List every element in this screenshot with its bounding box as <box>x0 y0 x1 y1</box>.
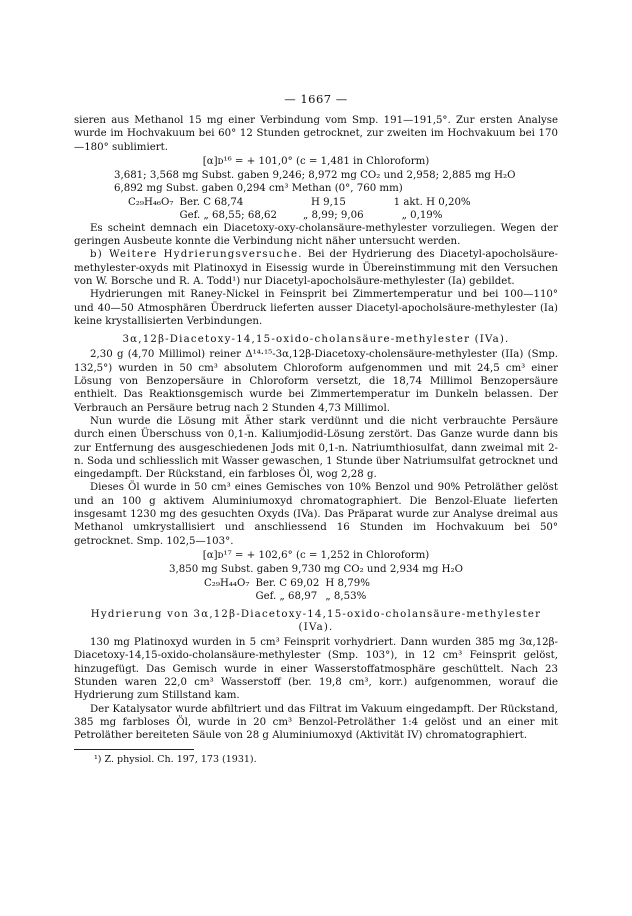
paragraph-8: 130 mg Platinoxyd wurden in 5 cm³ Feinsprit vorhydriert. Dann wurden 385 mg 3α,12β-Diacetoxy-14,15-oxido-cholansäure-methylester (Smp. 103°), in 12 cm³ Feinsprit gelöst, hinzugefügt. Das Gemisch wurde in einer Wasserstoffatmosphäre geschüttelt. Nach 23 Stunden waren 22,0 cm³ Wasserstoff (ber. 19,8 cm³, korr.) aufgenommen, worauf die Hydrierung zum Stillstand kam. <box>74 637 558 702</box>
analysis-found-c: Gef. „ 68,55; 68,62 <box>179 209 278 221</box>
paragraph-3-body: Bei der Hydrierung des Diacetyl-apocholsäure-methylester-oxyds mit Platinoxyd in Eisessig wurde in Übereinstimmung mit den Versuchen von W. Borsche und R. A. Todd¹) nur Diacetyl-apocholsäure-methylester (Ia) gebildet. <box>74 249 558 287</box>
optical-rotation-2: [α]ᴅ¹⁷ = + 102,6° (c = 1,252 in Chloroform) <box>202 549 430 561</box>
footnote: ¹) Z. physiol. Ch. 197, 173 (1931). <box>94 754 257 766</box>
paragraph-5: 2,30 g (4,70 Millimol) reiner Δ¹⁴·¹⁵-3α,12β-Diacetoxy-cholensäure-methylester (IIa) (Smp. 132,5°) wurden in 50 cm³ absolutem Chloroform aufgenommen und mit 24,5 cm³ einer Lösung von Benzopersäure in Chloroform versetzt, die 18,74 Millimol Benzopersäure enthielt. Das Reaktionsgemisch wurde bei Zimmertemperatur im Dunkeln belassen. Der Verbrauch an Persäure betrug nach 2 Stunden 4,73 Millimol. <box>74 349 558 414</box>
analysis-calc-c: Ber. C 68,74 <box>179 196 244 208</box>
analysis-table-2 <box>204 577 376 603</box>
section-title-2: Hydrierung von 3α,12β-Diacetoxy-14,15-oxido-cholansäure-methylester (IVa). <box>90 608 542 633</box>
analysis2-formula: C₂₉H₄₄O₇ <box>204 577 250 589</box>
paragraph-3 <box>74 248 558 288</box>
paragraph-1: sieren aus Methanol 15 mg einer Verbindung vom Smp. 191—191,5°. Zur ersten Analyse wurde im Hochvakuum bei 60° 12 Stunden getrocknet, zur zweiten im Hochvakuum bei 170—180° sublimiert. <box>74 115 558 153</box>
analysis-calc-h: H 9,15 <box>311 196 346 208</box>
analysis-table-1 <box>128 196 477 222</box>
analysis2-found-c: Gef. „ 68,97 <box>255 590 318 602</box>
analysis2-calc-h: H 8,79% <box>325 577 370 589</box>
paragraph-4: Hydrierungen mit Raney-Nickel in Feinsprit bei Zimmertemperatur und bei 100—110° und 40—50 Atmosphären Überdruck lieferten ausser Diacetyl-apocholsäure-methylester (Ia) keine krystallisierten Verbindungen. <box>74 289 558 327</box>
optical-rotation-1: [α]ᴅ¹⁶ = + 101,0° (c = 1,481 in Chloroform) <box>202 155 430 167</box>
analysis-calc-active-h: 1 akt. H 0,20% <box>393 196 471 208</box>
section-heading-b: b) Weitere Hydrierungsversuche. <box>90 249 303 261</box>
paragraph-6: Nun wurde die Lösung mit Äther stark verdünnt und die nicht verbrauchte Persäure durch einen Überschuss von 0,1-n. Kaliumjodid-Lösung zerstört. Das Ganze wurde dann bis zur Entfernung des ausgeschiedenen Jods mit 0,1-n. Natriumthiosulfat, dann zweimal mit 2-n. Soda und schliesslich mit Wasser gewaschen, 1 Stunde über Natriumsulfat getrocknet und eingedampft. Der Rückstand, ein farbloses Öl, wog 2,28 g. <box>74 415 558 481</box>
analysis2-calc-c: Ber. C 69,02 <box>255 577 320 589</box>
paragraph-2: Es scheint demnach ein Diacetoxy-oxy-cholansäure-methylester vorzuliegen. Wegen der geringen Ausbeute konnte die Verbindung nicht näher untersucht werden. <box>74 222 558 248</box>
combustion-data-1a: 3,681; 3,568 mg Subst. gaben 9,246; 8,972 mg CO₂ und 2,958; 2,885 mg H₂O <box>114 170 516 182</box>
analysis2-found-h: „ 8,53% <box>325 590 367 602</box>
page-body <box>74 92 558 767</box>
analysis-found-h: „ 8,99; 9,06 <box>303 209 364 221</box>
section-title-1: 3α,12β-Diacetoxy-14,15-oxido-cholansäure-methylester (IVa). <box>122 334 510 346</box>
paragraph-9: Der Katalysator wurde abfiltriert und das Filtrat im Vakuum eingedampft. Der Rückstand, 385 mg farbloses Öl, wurde in 20 cm³ Benzol-Petroläther 1:4 gelöst und an einer mit Petroläther bereiteten Säule von 28 g Aluminiumoxyd (Aktivität IV) chromatographiert. <box>74 703 558 742</box>
paragraph-7: Dieses Öl wurde in 50 cm³ eines Gemisches von 10% Benzol und 90% Petroläther gelöst und an 100 g aktivem Aluminiumoxyd chromatographiert. Die Benzol-Eluate lieferten insgesamt 1230 mg des gesuchten Oxyds (IVa). Das Präparat wurde zur Analyse dreimal aus Methanol umkrystallisiert und anschliessend 16 Stunden im Hochvakuum bei 50° getrocknet. Smp. 102,5—103°. <box>74 482 558 547</box>
footnote-divider <box>74 749 194 750</box>
combustion-data-2: 3,850 mg Subst. gaben 9,730 mg CO₂ und 2,934 mg H₂O <box>169 564 463 576</box>
combustion-data-1b: 6,892 mg Subst. gaben 0,294 cm³ Methan (0°, 760 mm) <box>114 183 403 195</box>
page-number-header: — 1667 — <box>284 92 348 106</box>
analysis-found-active-h: „ 0,19% <box>401 209 443 221</box>
analysis-formula: C₂₉H₄₆O₇ <box>128 196 174 208</box>
